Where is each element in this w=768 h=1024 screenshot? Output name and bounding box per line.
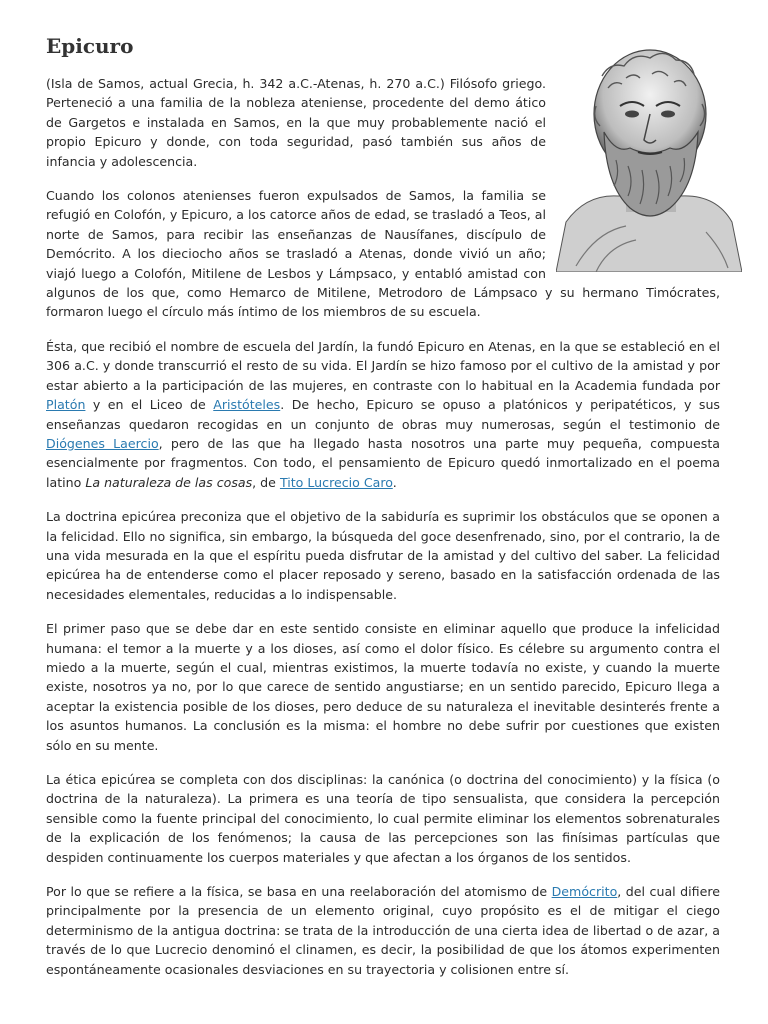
paragraph-text: (Isla de Samos, actual Grecia, h. 342 a.C.-Atenas, h. 270 a.C.) Filósofo griego. Perteneció a una familia de la nobleza ateniense, procedente del demo ático de Gargetos e instalada en Samos, en la que muy probablemente nació el propio Epicuro y donde, con toda seguridad, pasó también sus años de infancia y adolescencia. bbox=[46, 76, 546, 169]
paragraph-text: La ética epicúrea se completa con dos disciplinas: la canónica (o doctrina del conocimiento) y la física (o doctrina de la naturaleza). La primera es una teoría de tipo sensualista, que considera la percepción sensible como la fuente principal del conocimiento, lo cual permite eliminar los elementos sobrenaturales de la explicación de los fenómenos; la causa de las percepciones son las finísimas partículas que despiden continuamente los cuerpos materiales y que afectan a los órganos de los sentidos. bbox=[46, 772, 720, 865]
paragraph bbox=[46, 770, 720, 867]
portrait-spacer bbox=[546, 74, 720, 274]
book-title: La naturaleza de las cosas bbox=[85, 474, 253, 490]
paragraph-text: La doctrina epicúrea preconiza que el objetivo de la sabiduría es suprimir los obstáculos que se oponen a la felicidad. Ello no significa, sin embargo, la búsqueda del goce desenfrenado, sino, por el contrario, la de una vida mesurada en la que el espíritu pueda disfrutar de la amistad y del cultivo del saber. La felicidad epicúrea ha de entenderse como el placer reposado y sereno, basado en la satisfacción ordenada de las necesidades elementales, reducidas a lo indispensable. bbox=[46, 509, 720, 602]
paragraph-text: Cuando los colonos atenienses fueron expulsados de Samos, la familia se refugió en Colofón, y Epicuro, a los catorce años de edad, se trasladó a Teos, al norte de Samos, para recibir las enseñanzas de Nausífanes, discípulo de Demócrito. A los dieciocho años se trasladó a Atenas, donde vivió un año; viajó luego a Colofón, Mitilene de Lesbos y Lámpsaco, y entabló amistad con algunos de los que, como Hemarco de Mitilene, Metrodoro de Lámpsaco y su hermano Timócrates, formaron luego el círculo más íntimo de los miembros de su escuela. bbox=[46, 188, 720, 320]
article-body bbox=[46, 74, 720, 994]
paragraph bbox=[46, 882, 720, 979]
page-title: Epicuro bbox=[46, 34, 134, 58]
paragraph-text: y en el Liceo de bbox=[85, 397, 214, 413]
paragraph-text: , pero de las que ha llegado hasta nosotros una parte muy pequeña, compuesta esencialmente por fragmentos. Con todo, el pensamiento de Epicuro quedó inmortalizado en el poema latino bbox=[46, 435, 720, 490]
link-diogenes-laercio[interactable]: Diógenes Laercio bbox=[46, 435, 159, 451]
paragraph-text: El primer paso que se debe dar en este sentido consiste en eliminar aquello que produce la infelicidad humana: el temor a la muerte y a los dioses, así como el dolor físico. Es célebre su argumento contra el miedo a la muerte, según el cual, mientras existimos, la muerte todavía no existe, y cuando la muerte existe, nosotros ya no, por lo que carece de sentido angustiarse; en un sentido parecido, Epicuro llega a aceptar la existencia posible de los dioses, pero deduce de su naturaleza el inevitable desinterés frente a los asuntos humanos. La conclusión es la misma: el hombre no debe sufrir por cuestiones que existen sólo en su mente. bbox=[46, 621, 720, 753]
paragraph-text: Por lo que se refiere a la física, se basa en una reelaboración del atomismo de bbox=[46, 884, 552, 900]
paragraph-text: , de bbox=[252, 474, 280, 490]
paragraph bbox=[46, 337, 720, 492]
paragraph-text: . De hecho, Epicuro se opuso a platónicos y peripatéticos, y sus enseñanzas quedaron recogidas en un conjunto de obras muy numerosas, según el testimonio de bbox=[46, 397, 720, 432]
paragraph-text: . bbox=[392, 474, 397, 490]
paragraph bbox=[46, 619, 720, 755]
link-democrito[interactable]: Demócrito bbox=[551, 884, 618, 900]
link-platon[interactable]: Platón bbox=[46, 397, 86, 413]
link-tito-lucrecio-caro[interactable]: Tito Lucrecio Caro bbox=[279, 474, 393, 490]
paragraph-text: Ésta, que recibió el nombre de escuela del Jardín, la fundó Epicuro en Atenas, en la que se estableció en el 306 a.C. y donde transcurrió el resto de su vida. El Jardín se hizo famoso por el cultivo de la amistad y por estar abierto a la participación de las mujeres, en contraste con lo habitual en la Academia fundada por bbox=[46, 338, 720, 393]
link-aristoteles[interactable]: Aristóteles bbox=[213, 397, 281, 413]
paragraph-text: , del cual difiere principalmente por la presencia de un elemento original, cuyo propósito es el de mitigar el ciego determinismo de la antigua doctrina: se trata de la introducción de una cierta idea de libertad o de azar, a través de lo que Lucrecio denominó el clinamen, es decir, la posibilidad de que los átomos experimenten espontáneamente ocasionales desviaciones en su trayectoria y colisionen entre sí. bbox=[46, 884, 720, 977]
paragraph bbox=[46, 507, 720, 604]
